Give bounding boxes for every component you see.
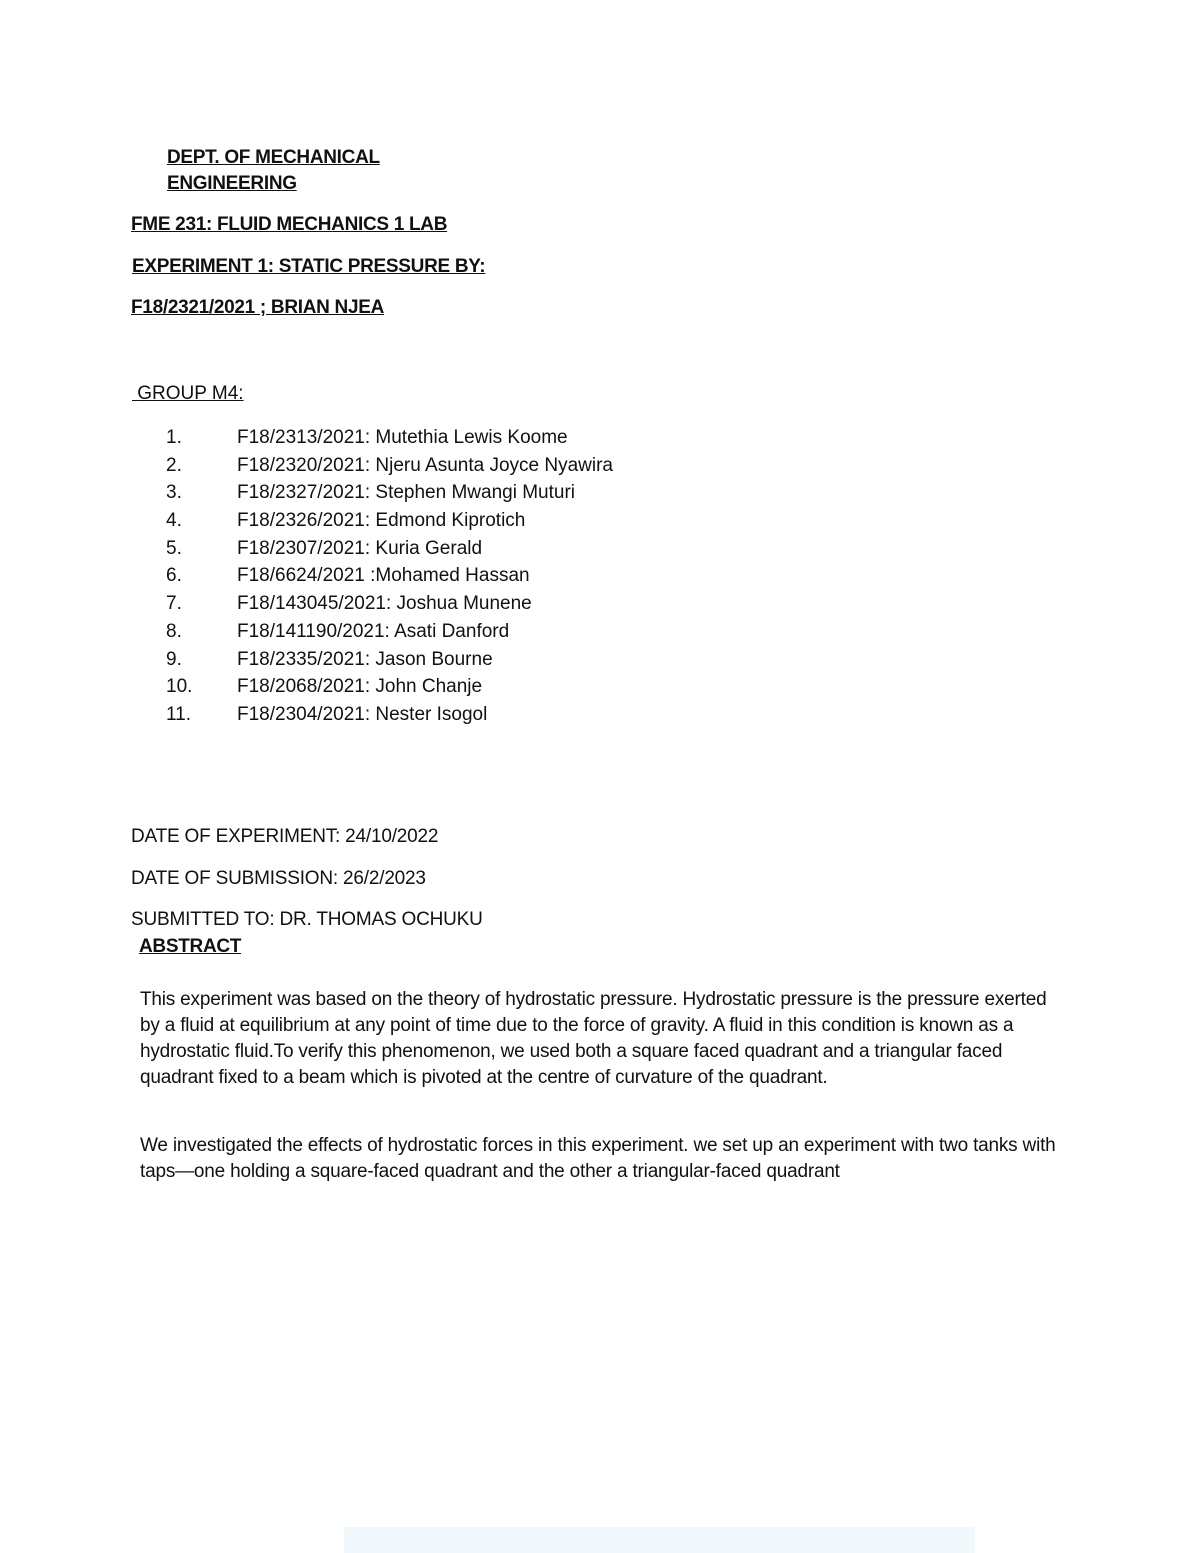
abstract-paragraph-1: This experiment was based on the theory of hydrostatic pressure. Hydrostatic pressure is the pressure exerted by a fluid at equilibrium at any point of time due to the force of gravity. A fluid in this condition is known as a hydrostatic fluid.To verify this phenomenon, we used both a square faced quadrant and a triangular faced quadrant fixed to a beam which is pivoted at the centre of curvature of the quadrant.: [140, 989, 1047, 1088]
list-item: [166, 673, 613, 701]
author-line: F18/2321/2021 ; BRIAN NJEA: [131, 297, 385, 318]
list-item-number: 11.: [166, 703, 192, 725]
list-item-text: F18/2304/2021: Nester Isogol: [237, 703, 488, 725]
list-item-number: 4.: [166, 510, 182, 532]
list-item-number: 2.: [166, 454, 182, 476]
list-item-text: F18/2068/2021: John Chanje: [237, 676, 483, 698]
abstract-paragraph-2: We investigated the effects of hydrostatic forces in this experiment. we set up an experiment with two tanks with taps—one holding a square-faced quadrant and the other a triangular-faced quadrant: [140, 1135, 1056, 1182]
list-item-number: 3.: [166, 482, 182, 504]
list-item: [166, 507, 613, 535]
experiment-title: EXPERIMENT 1: STATIC PRESSURE BY:: [132, 256, 486, 277]
list-item-number: 6.: [166, 565, 182, 587]
list-item-text: F18/2307/2021: Kuria Gerald: [237, 537, 483, 559]
date-of-experiment: DATE OF EXPERIMENT: 24/10/2022: [131, 826, 439, 847]
list-item: [166, 562, 613, 590]
list-item-text: F18/2335/2021: Jason Bourne: [237, 648, 493, 670]
list-item: [166, 535, 613, 563]
list-item: [166, 590, 613, 618]
department-name-line2: ENGINEERING: [167, 173, 297, 194]
department-name-line1: DEPT. OF MECHANICAL: [167, 147, 380, 168]
list-item-text: F18/141190/2021: Asati Danford: [237, 620, 510, 642]
submitted-to: SUBMITTED TO: DR. THOMAS OCHUKU: [131, 909, 483, 930]
course-title: FME 231: FLUID MECHANICS 1 LAB: [131, 214, 448, 235]
list-item: [166, 424, 613, 452]
date-of-submission: DATE OF SUBMISSION: 26/2/2023: [131, 868, 426, 889]
list-item: [166, 646, 613, 674]
list-item-text: F18/143045/2021: Joshua Munene: [237, 593, 532, 615]
list-item-number: 10.: [166, 676, 193, 698]
list-item-text: F18/2326/2021: Edmond Kiprotich: [237, 510, 526, 532]
bottom-banner: [344, 1527, 975, 1553]
list-item-text: F18/2320/2021: Njeru Asunta Joyce Nyawira: [237, 454, 613, 476]
group-member-list: [166, 424, 613, 729]
list-item-number: 8.: [166, 620, 182, 642]
list-item: [166, 618, 613, 646]
list-item-number: 7.: [166, 593, 182, 615]
group-label-text: GROUP M4:: [137, 383, 244, 404]
list-item-text: F18/2313/2021: Mutethia Lewis Koome: [237, 427, 568, 448]
list-item: [166, 479, 613, 507]
group-label: [132, 383, 244, 405]
abstract-heading: ABSTRACT: [139, 936, 242, 957]
list-item-number: 1.: [166, 427, 182, 448]
list-item-number: 9.: [166, 648, 182, 670]
list-item: [166, 452, 613, 480]
list-item-number: 5.: [166, 537, 182, 559]
list-item-text: F18/2327/2021: Stephen Mwangi Muturi: [237, 482, 575, 504]
list-item-text: F18/6624/2021 :Mohamed Hassan: [237, 565, 530, 587]
list-item: [166, 701, 613, 729]
